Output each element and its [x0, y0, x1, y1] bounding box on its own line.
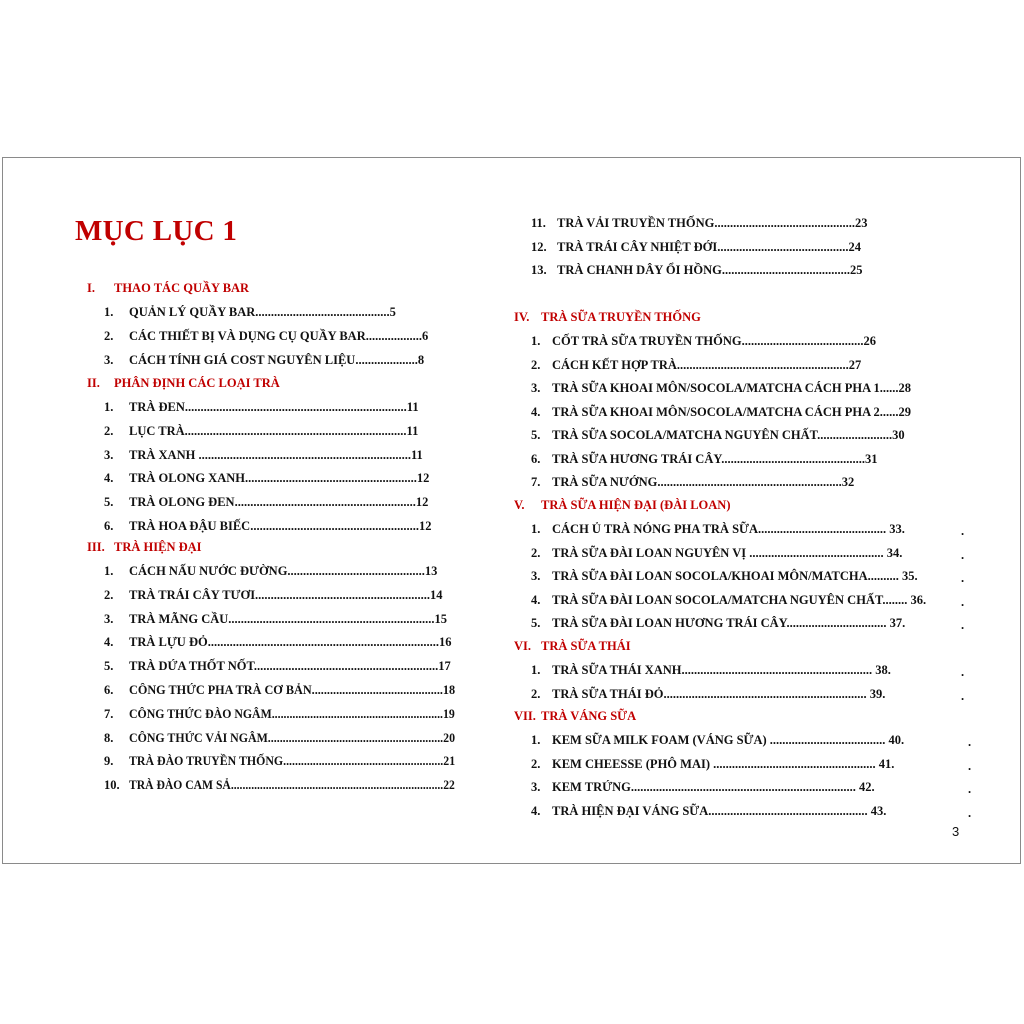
page-title: MỤC LỤC 1	[75, 215, 238, 247]
section-title: THAO TÁC QUẦY BAR	[114, 281, 250, 295]
entry-number: 1.	[531, 334, 541, 348]
entry-number: 6.	[531, 451, 541, 466]
trailing-dot: .	[961, 688, 965, 703]
entry-text: TRÀ SỮA ĐÀI LOAN SOCOLA/KHOAI MÔN/MATCHA.......... 35.	[552, 569, 918, 583]
entry-text: CÔNG THỨC ĐÀO NGÂM..........................................................19	[129, 706, 455, 721]
entry-text: CÁCH TÍNH GIÁ COST NGUYÊN LIỆU....................8	[129, 352, 425, 367]
entry-number: 1.	[531, 522, 541, 536]
entry-text: TRÀ SỮA HƯƠNG TRÁI CÂY..............................................31	[552, 451, 878, 466]
entry-number: 1.	[531, 733, 541, 747]
entry-number: 12.	[531, 239, 547, 254]
entry-text: TRÀ DỨA THỐT NỐT...........................................................17	[129, 659, 451, 674]
entry-number: 4.	[531, 404, 541, 419]
section-number: VI.	[514, 639, 532, 653]
entry-text: TRÀ ĐEN.......................................................................11	[129, 400, 419, 414]
section-number: III.	[87, 540, 105, 554]
entry-number: 2.	[104, 328, 114, 343]
entry-number: 2.	[531, 686, 541, 701]
entry-text: CÔNG THỨC PHA TRÀ CƠ BẢN...........................................18	[129, 683, 456, 697]
entry-text: TRÀ SỮA ĐÀI LOAN SOCOLA/MATCHA NGUYÊN CHẤT........ 36.	[552, 592, 927, 607]
section-number: IV.	[514, 310, 530, 324]
entry-text: LỤC TRÀ.......................................................................11	[129, 423, 419, 438]
entry-number: 9.	[104, 754, 114, 769]
entry-number: 2.	[531, 357, 541, 372]
trailing-dot: .	[968, 782, 972, 796]
entry-number: 4.	[104, 635, 114, 650]
trailing-dot: .	[961, 547, 965, 562]
entry-text: TRÀ LỰU ĐỎ..........................................................................16	[129, 635, 452, 650]
entry-number: 5.	[104, 495, 114, 510]
page-number: 3	[952, 824, 960, 839]
entry-number: 5.	[104, 659, 114, 674]
trailing-dot: .	[961, 665, 965, 679]
entry-text: TRÀ TRÁI CÂY TƯƠI........................................................14	[129, 587, 443, 602]
entry-number: 4.	[531, 803, 541, 818]
entry-text: TRÀ SỮA NƯỚNG...........................................................32	[552, 475, 855, 489]
entry-number: 8.	[104, 730, 114, 745]
section-title: TRÀ SỮA THÁI	[541, 639, 631, 653]
entry-text: CÁCH Ủ TRÀ NÓNG PHA TRÀ SỮA......................................... 33.	[552, 522, 905, 536]
entry-text: TRÀ HOA ĐẬU BIẾC......................................................12	[129, 519, 432, 533]
section-title: PHÂN ĐỊNH CÁC LOẠI TRÀ	[114, 376, 280, 390]
entry-text: TRÀ ĐÀO CAM SẢ.........................................................................22	[129, 778, 455, 793]
entry-number: 3.	[531, 569, 541, 583]
trailing-dot: .	[961, 594, 965, 609]
entry-text: CÁC THIẾT BỊ VÀ DỤNG CỤ QUẦY BAR..................6	[129, 328, 429, 343]
entry-number: 11.	[531, 216, 546, 230]
section-title: TRÀ SỮA HIỆN ĐẠI (ĐÀI LOAN)	[541, 498, 731, 512]
entry-text: TRÀ SỮA KHOAI MÔN/SOCOLA/MATCHA CÁCH PHA 1......28	[552, 381, 912, 395]
section-number: VII.	[514, 709, 536, 723]
trailing-dot: .	[968, 805, 972, 820]
entry-text: TRÀ SỮA THÁI XANH............................................................. 38.	[552, 663, 891, 677]
entry-text: TRÀ OLONG ĐEN..........................................................12	[129, 495, 429, 510]
entry-text: KEM SỮA MILK FOAM (VÁNG SỮA) ..................................... 40.	[552, 733, 905, 747]
entry-text: QUẢN LÝ QUẦY BAR...........................................5	[129, 305, 396, 319]
entry-number: 7.	[104, 706, 114, 721]
entry-text: TRÀ SỮA KHOAI MÔN/SOCOLA/MATCHA CÁCH PHA 2......29	[552, 404, 912, 419]
entry-text: TRÀ VẢI TRUYỀN THỐNG.............................................23	[557, 216, 868, 230]
entry-number: 4.	[531, 592, 541, 607]
entry-number: 7.	[531, 475, 541, 489]
section-title: TRÀ SỮA TRUYỀN THỐNG	[541, 310, 701, 324]
section-title: TRÀ HIỆN ĐẠI	[114, 540, 202, 554]
entry-text: TRÀ OLONG XANH.......................................................12	[129, 471, 430, 486]
entry-number: 3.	[104, 447, 114, 462]
entry-number: 6.	[104, 519, 114, 533]
entry-text: CÔNG THỨC VẢI NGÂM...........................................................20	[129, 730, 456, 745]
entry-number: 10.	[104, 778, 120, 793]
entry-text: KEM TRỨNG........................................................................ 42.	[552, 780, 875, 794]
entry-number: 13.	[531, 263, 547, 277]
entry-number: 1.	[104, 305, 114, 319]
trailing-dot: .	[968, 735, 972, 749]
entry-text: TRÀ SỮA ĐÀI LOAN HƯƠNG TRÁI CÂY................................ 37.	[552, 616, 906, 630]
entry-text: TRÀ SỮA THÁI ĐỎ................................................................. 39.	[552, 686, 886, 701]
entry-text: KEM CHEESSE (PHÔ MAI) .................................................... 41.	[552, 756, 895, 771]
entry-text: TRÀ SỮA SOCOLA/MATCHA NGUYÊN CHẤT........................30	[552, 428, 905, 442]
entry-number: 3.	[531, 381, 541, 395]
entry-number: 5.	[531, 616, 541, 630]
trailing-dot: .	[961, 618, 965, 632]
entry-text: TRÀ MÃNG CẦU..................................................................15	[129, 611, 448, 626]
entry-number: 2.	[531, 545, 541, 560]
entry-number: 2.	[104, 423, 114, 438]
entry-text: CỐT TRÀ SỮA TRUYỀN THỐNG.......................................26	[552, 334, 877, 348]
trailing-dot: .	[961, 524, 965, 538]
entry-number: 5.	[531, 428, 541, 442]
entry-text: TRÀ XANH ....................................................................11	[129, 447, 423, 462]
section-number: I.	[87, 281, 95, 295]
entry-number: 3.	[104, 352, 114, 367]
entry-number: 3.	[531, 780, 541, 794]
entry-text: TRÀ SỮA ĐÀI LOAN NGUYÊN VỊ ........................................... 34.	[552, 545, 903, 560]
entry-number: 2.	[104, 587, 114, 602]
section-number: V.	[514, 498, 525, 512]
entry-text: TRÀ HIỆN ĐẠI VÁNG SỮA................................................... 43.	[552, 803, 887, 818]
entry-number: 6.	[104, 683, 114, 697]
entry-number: 1.	[104, 564, 114, 578]
entry-number: 4.	[104, 471, 114, 486]
entry-number: 2.	[531, 756, 541, 771]
section-title: TRÀ VÁNG SỮA	[541, 709, 637, 723]
entry-text: TRÀ TRÁI CÂY NHIỆT ĐỚI..........................................24	[557, 239, 861, 254]
entry-text: CÁCH NẤU NƯỚC ĐƯỜNG............................................13	[129, 564, 438, 578]
entry-text: TRÀ CHANH DÂY ỔI HỒNG.........................................25	[557, 263, 863, 277]
entry-number: 1.	[104, 400, 114, 414]
entry-number: 3.	[104, 611, 114, 626]
trailing-dot: .	[961, 571, 965, 585]
entry-number: 1.	[531, 663, 541, 677]
entry-text: CÁCH KẾT HỢP TRÀ.......................................................27	[552, 357, 862, 372]
trailing-dot: .	[968, 758, 972, 773]
section-number: II.	[87, 376, 100, 390]
entry-text: TRÀ ĐÀO TRUYỀN THỐNG......................................................21	[129, 754, 456, 769]
